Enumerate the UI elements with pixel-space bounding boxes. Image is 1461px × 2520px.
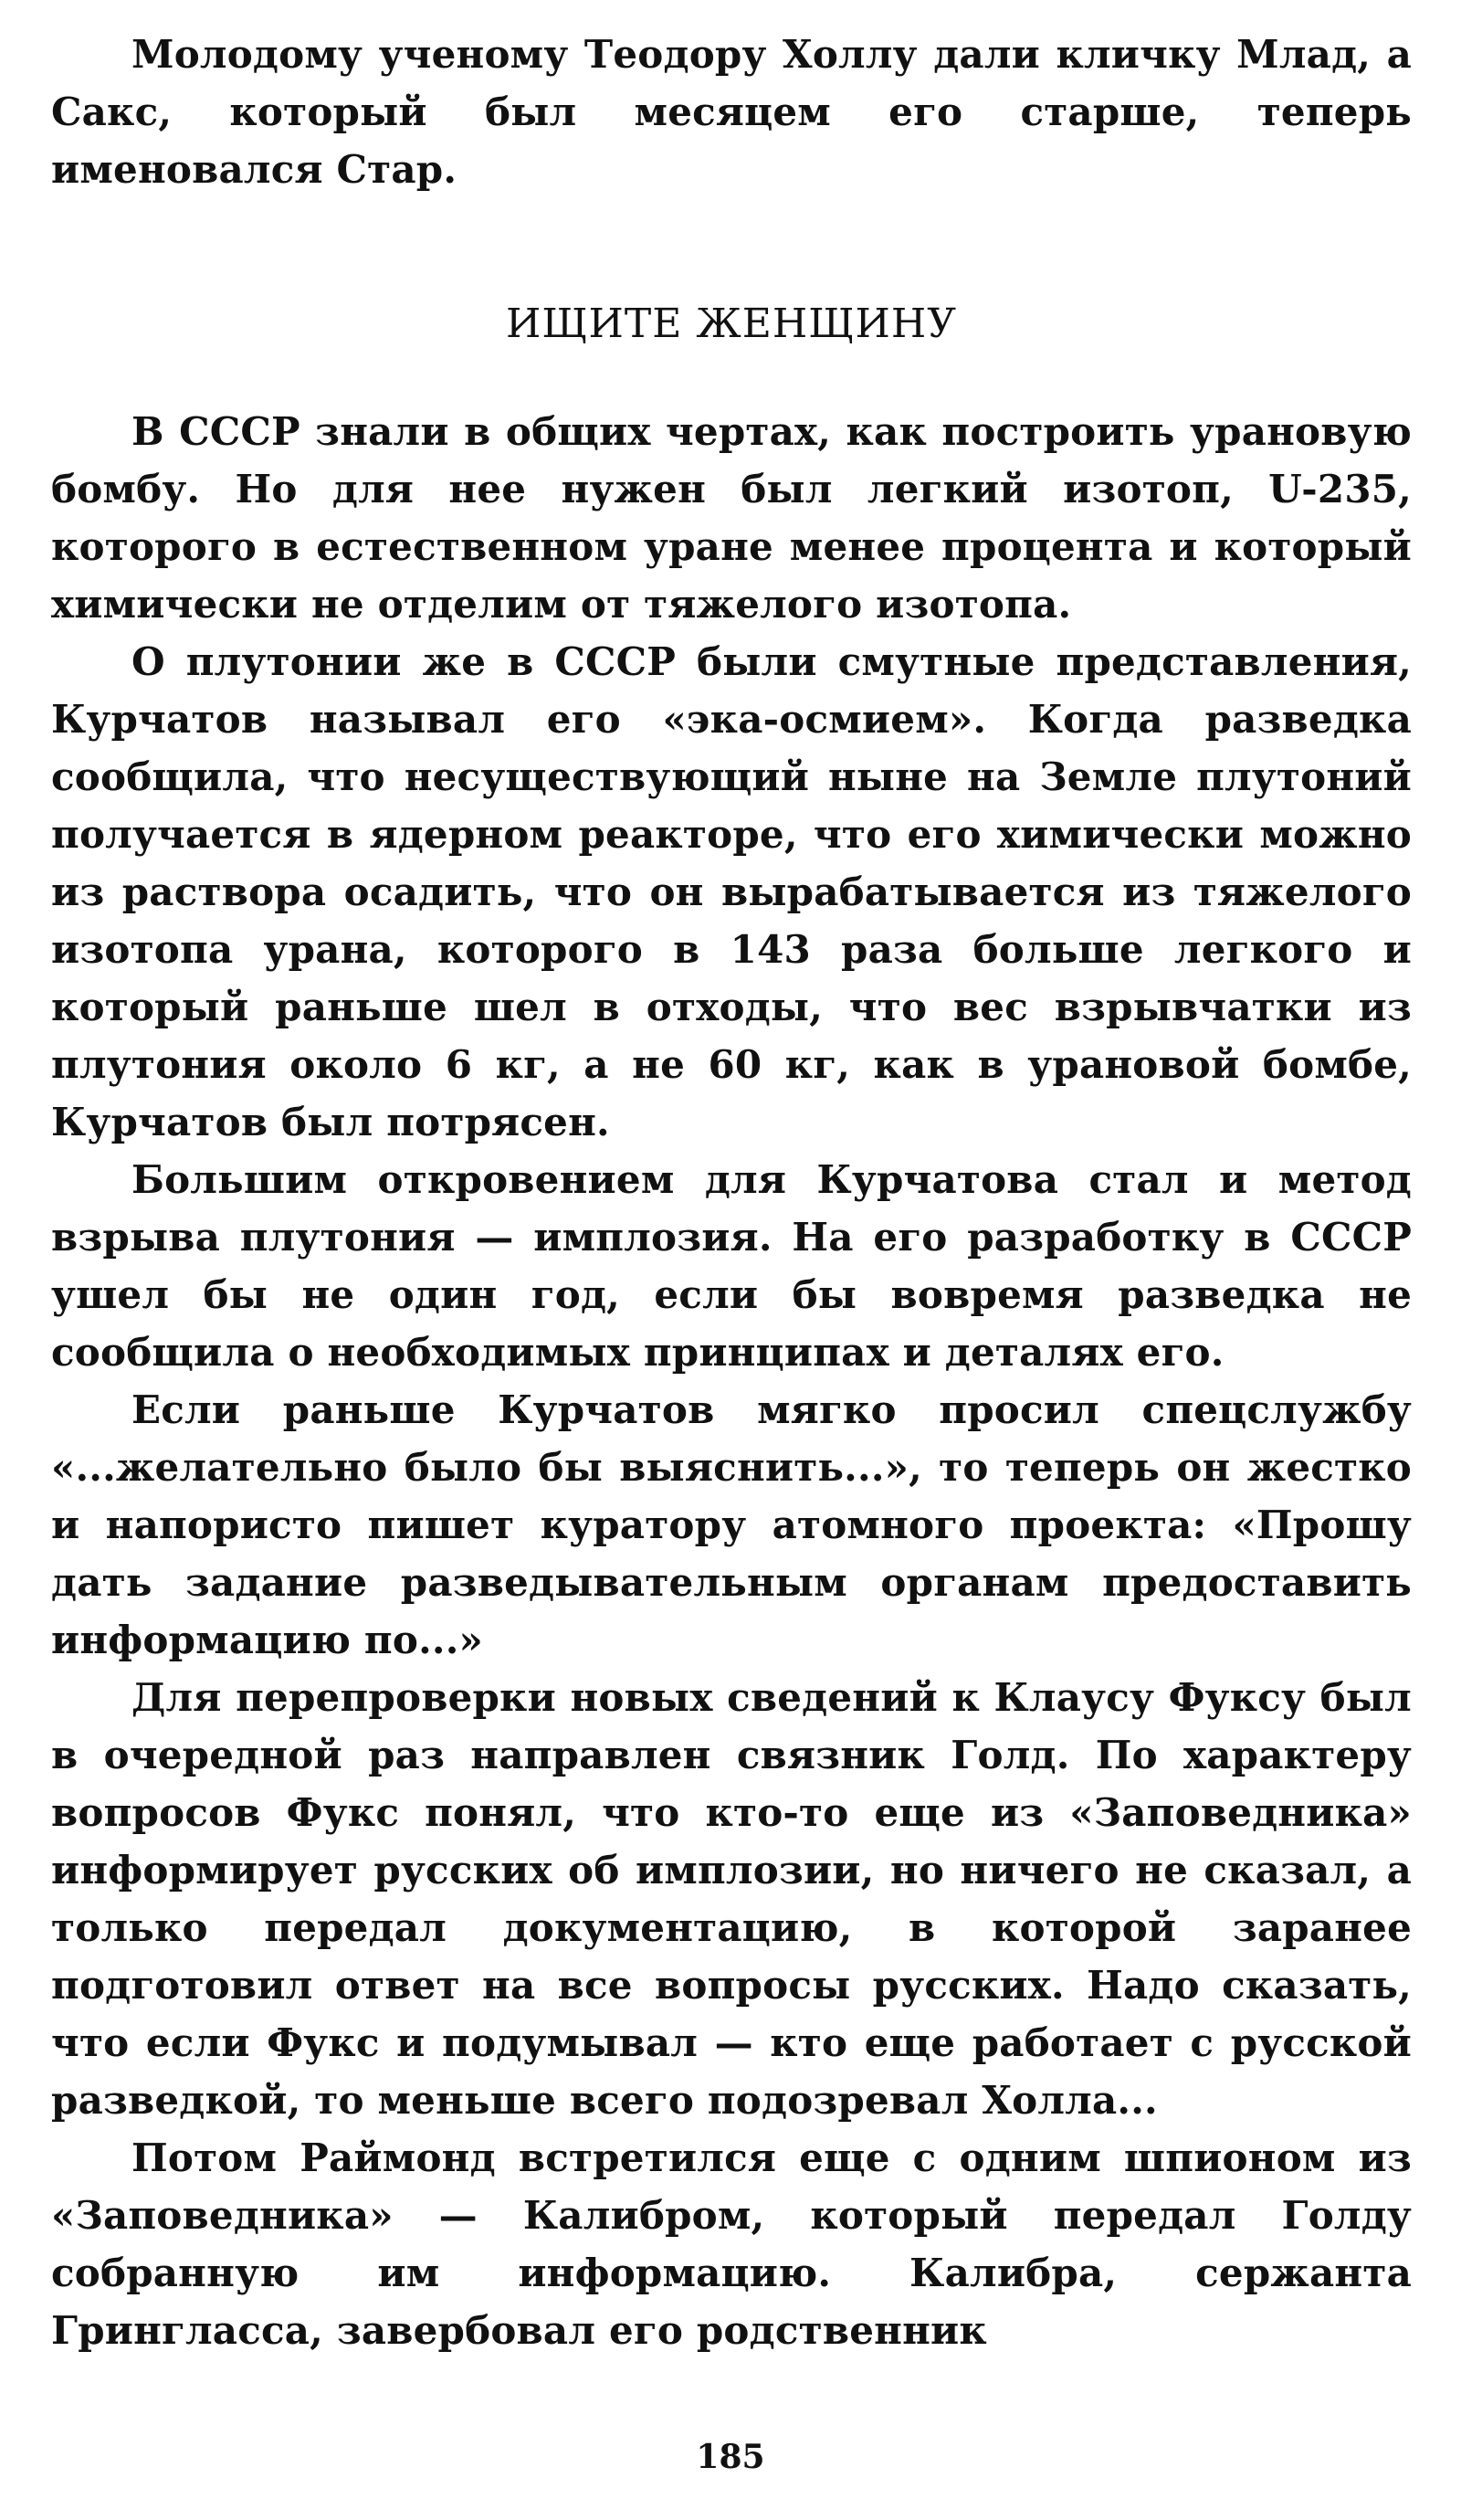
- paragraph-5: Для перепроверки новых сведений к Клаусу Фуксу был в очередной раз направлен связник Голд. По характеру вопросов Фукс понял, что кто-то еще из «Заповедника» информирует русских об имплозии, но ничего не сказал, а только передал документацию, в которой заранее подготовил ответ на все вопросы русских. Надо сказать, что если Фукс и подумывал — кто еще работает с русской разведкой, то меньше всего подозревал Холла...: [51, 1675, 1412, 2123]
- section-heading: ИЩИТЕ ЖЕНЩИНУ: [505, 301, 958, 347]
- paragraph-intro: Молодому ученому Теодору Холлу дали кличку Млад, а Сакс, который был месяцем его старше, теперь именовался Стар.: [51, 32, 1412, 192]
- paragraph-6: Потом Раймонд встретился еще с одним шпионом из «Заповедника» — Калибром, который передал Голду собранную им информацию. Калибра, сержанта Грингласса, завербовал его родственник: [51, 2135, 1412, 2353]
- paragraph-1: В СССР знали в общих чертах, как построить урановую бомбу. Но для нее нужен был легкий изотоп, U-235, которого в естественном уране менее процента и который химически не отделим от тяжелого изотопа.: [51, 409, 1412, 627]
- page-body: [51, 26, 1412, 2359]
- paragraph-2: О плутонии же в СССР были смутные представления, Курчатов называл его «эка-осмием». Когда разведка сообщила, что несуществующий ныне на Земле плутоний получается в ядерном реакторе, что его химически можно из раствора осадить, что он вырабатывается из тяжелого изотопа урана, которого в 143 раза больше легкого и который раньше шел в отходы, что вес взрывчатки из плутония около 6 кг, а не 60 кг, как в урановой бомбе, Курчатов был потрясен.: [51, 639, 1412, 1144]
- paragraph-3: Большим откровением для Курчатова стал и метод взрыва плутония — имплозия. На его разработку в СССР ушел бы не один год, если бы вовремя разведка не сообщила о необходимых принципах и деталях его.: [51, 1157, 1412, 1375]
- page-number: 185: [696, 2438, 765, 2476]
- paragraph-4: Если раньше Курчатов мягко просил спецслужбу «...желательно было бы выяснить...», то теперь он жестко и напористо пишет куратору атомного проекта: «Прошу дать задание разведывательным органам предоставить информацию по...»: [51, 1387, 1412, 1662]
